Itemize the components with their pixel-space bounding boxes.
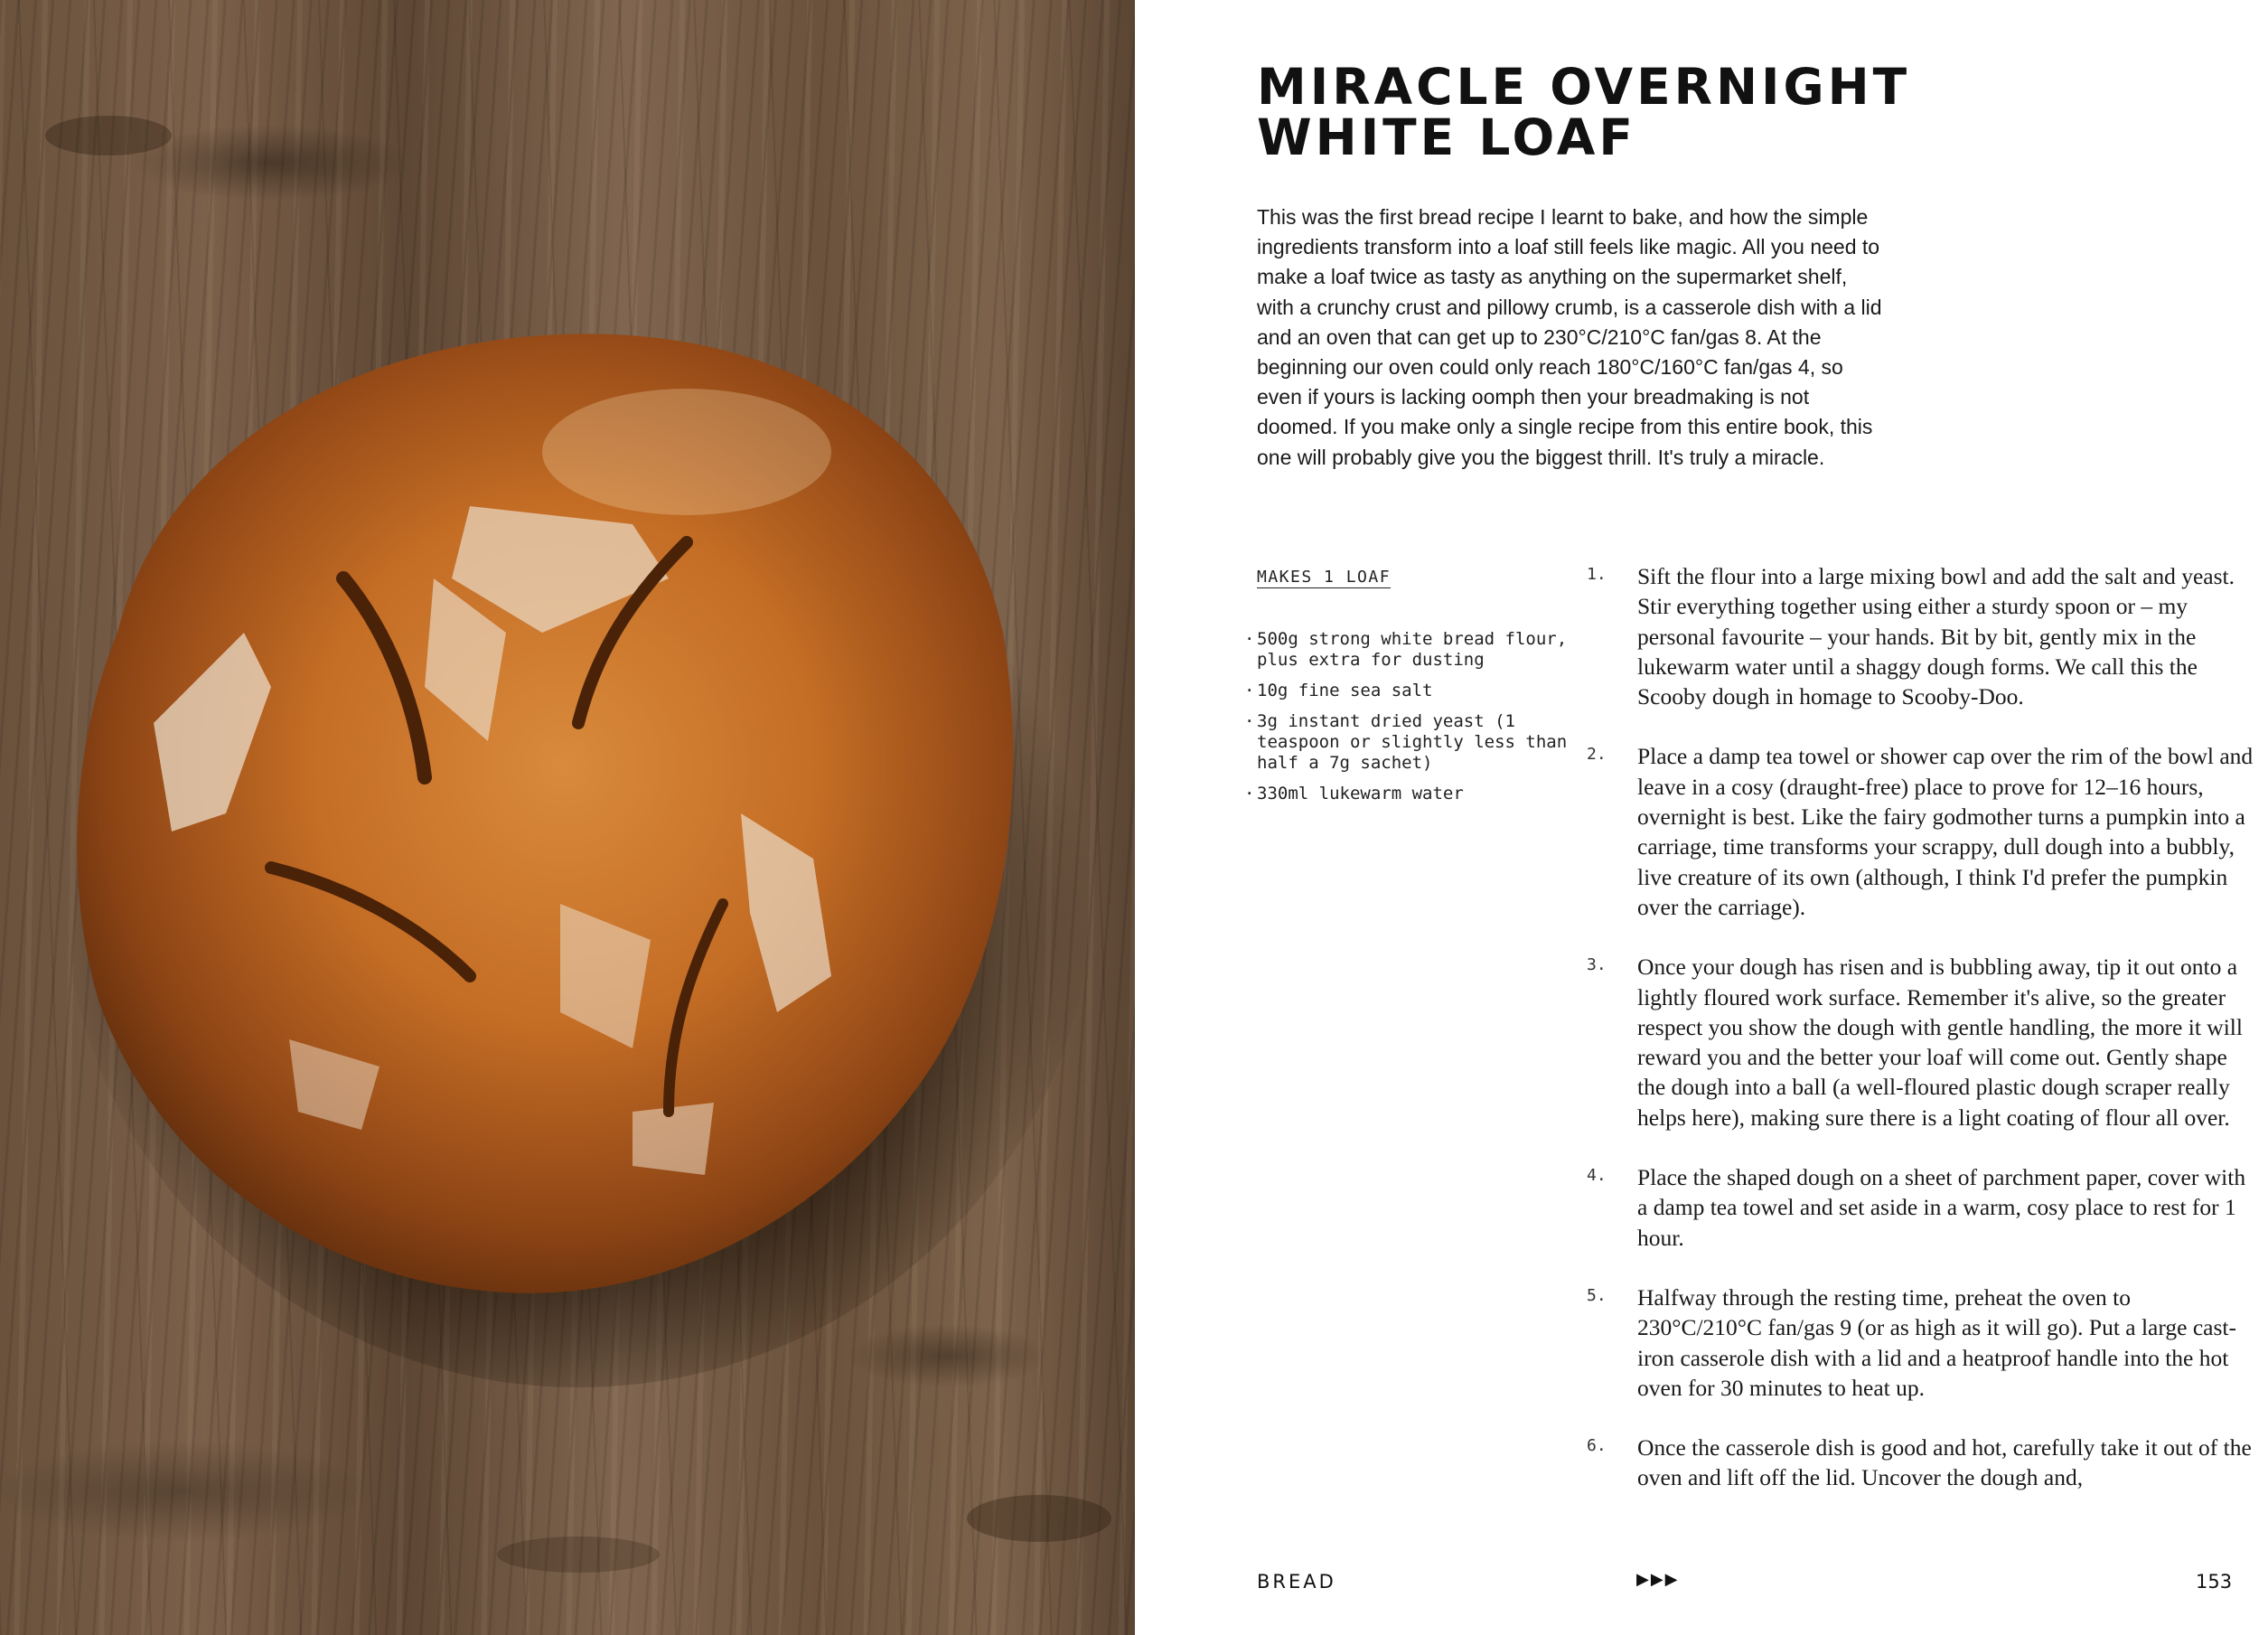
method-steps [1587, 561, 2255, 1523]
bullet-icon: · [1244, 784, 1255, 803]
step-number: 6. [1587, 1436, 1607, 1456]
section-name: BREAD [1257, 1571, 1336, 1593]
step-text: Place the shaped dough on a sheet of parchment paper, cover with a damp tea towel and set aside in a warm, cosy place to rest for 1 hour. [1637, 1164, 2246, 1251]
recipe-title-line1: MIRACLE OVERNIGHT [1257, 58, 1911, 116]
bullet-icon: · [1244, 629, 1255, 649]
method-step [1587, 741, 2255, 922]
method-step [1587, 952, 2255, 1132]
step-text: Once the casserole dish is good and hot, carefully take it out of the oven and lift off the lid. Uncover the dough and, [1637, 1434, 2252, 1491]
ingredient-item: · 330ml lukewarm water [1244, 784, 1464, 803]
recipe-title [1257, 58, 1911, 166]
step-text: Sift the flour into a large mixing bowl and add the salt and yeast. Stir everything together using either a sturdy spoon or – my personal favourite – your hands. Bit by bit, gently mix in the lukewarm water until a shaggy dough forms. We call this the Scooby dough in homage to Scooby-Doo. [1637, 563, 2235, 710]
ingredient-item: · 3g instant dried yeast (1 teaspoon or slightly less than half a 7g sachet) [1244, 711, 1568, 773]
yield-label: MAKES 1 LOAF [1257, 568, 1392, 587]
step-number: 3. [1587, 955, 1607, 975]
recipe-title-line2: WHITE LOAF [1257, 108, 1636, 166]
method-step [1587, 1162, 2255, 1253]
step-text: Halfway through the resting time, preheat the oven to 230°C/210°C fan/gas 9 (or as high as it will go). Put a large cast-iron casserole dish with a lid and a heatproof handle into the hot oven for 30 minutes to heat up. [1637, 1283, 2236, 1401]
continue-arrows-icon: ▶▶▶ [1636, 1570, 1680, 1589]
step-number: 1. [1587, 565, 1607, 584]
bullet-icon: · [1244, 711, 1255, 731]
method-step [1587, 561, 2255, 711]
ingredient-item: · 10g fine sea salt [1244, 681, 1433, 700]
method-step [1587, 1433, 2255, 1493]
step-text: Once your dough has risen and is bubbling away, tip it out onto a lightly floured work surface. Remember it's alive, so the greater respect you show the dough with gentle handling, the more it will reward you and the better your loaf will come out. Gently shape the dough into a ball (a well-floured plastic dough scraper really helps here), making sure there is a light coating of flour all over. [1637, 954, 2243, 1131]
bullet-icon: · [1244, 681, 1255, 700]
ingredient-list [1244, 629, 1570, 814]
step-number: 5. [1587, 1285, 1607, 1305]
step-number: 2. [1587, 745, 1607, 765]
step-number: 4. [1587, 1166, 1607, 1186]
step-text: Place a damp tea towel or shower cap over the rim of the bowl and leave in a cosy (draught-free) place to prove for 12–16 hours, overnight is best. Like the fairy godmother turns a pumpkin into a carriage, time transforms your scrappy, dull dough into a bubbly, live creature of its own (although, I think I'd prefer the pumpkin over the carriage). [1637, 743, 2254, 920]
ingredient-item: · 500g strong white bread flour, plus extra for dusting [1244, 629, 1568, 670]
recipe-intro: This was the first bread recipe I learnt to bake, and how the simple ingredients transform into a loaf still feels like magic. All you need to make a loaf twice as tasty as anything on the supermarket shelf, with a crunchy crust and pillowy crumb, is a casserole dish with a lid and an oven that can get up to 230°C/210°C fan/gas 8. At the beginning our oven could only reach 180°C/160°C fan/gas 4, so even if yours is lacking oomph then your breadmaking is not doomed. If you make only a single recipe from this entire book, this one will probably give you the biggest thrill. It's truly a miracle. [1257, 205, 1882, 469]
page-number: 153 [2196, 1571, 2233, 1593]
recipe-page [1135, 0, 2268, 1635]
method-step [1587, 1283, 2255, 1403]
